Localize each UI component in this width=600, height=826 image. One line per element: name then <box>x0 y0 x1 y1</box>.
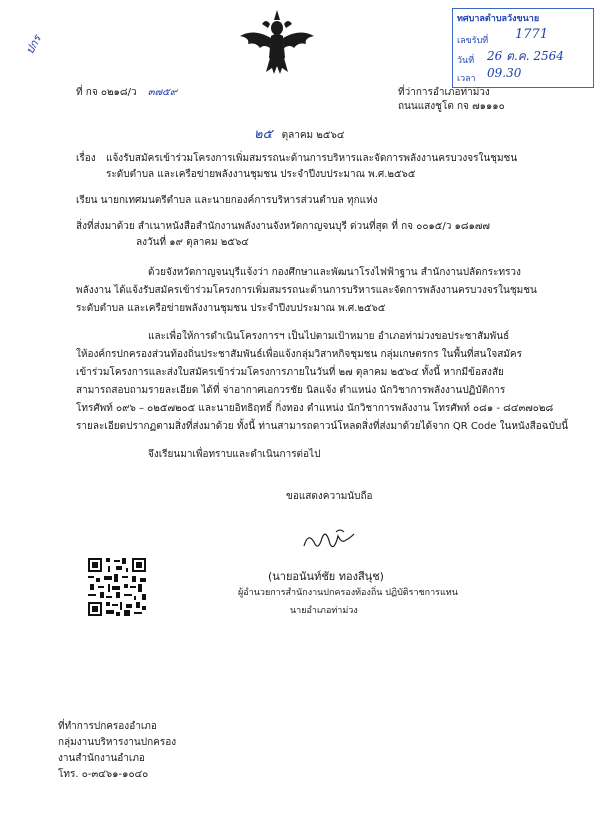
signer-position2: นายอำเภอท่าม่วง <box>290 606 358 616</box>
date-rest: ตุลาคม ๒๕๖๔ <box>281 130 345 141</box>
recipient: เรียน นายกเทศมนตรีตำบล และนายกองค์การบริหารส่วนตำบล ทุกแห่ง <box>76 195 378 206</box>
signer-position1: ผู้อำนวยการสำนักงานปกครองท้องถิ่น ปฏิบัติราชการแทน <box>238 588 458 598</box>
para1-line: ระดับตำบล และเครือข่ายพลังงานชุมชน ประจำปีงบประมาณ พ.ศ.๒๕๖๕ <box>76 303 386 314</box>
attachment-line1: สิ่งที่ส่งมาด้วย สำเนาหนังสือสำนักงานพลังงานจังหวัดกาญจนบุรี ด่วนที่สุด ที่ กจ ๐๐๑๕/ว ๑๘๑๗๗ <box>76 221 490 232</box>
footer-line: โทร. ๐-๓๔๖๑-๑๐๔๐ <box>58 769 149 780</box>
document-date <box>254 128 344 143</box>
doc-number-prefix: ที่ กจ ๐๒๑๘/ว <box>76 87 137 98</box>
para2-line: และเพื่อให้การดำเนินโครงการฯ เป็นไปตามเป้าหมาย อำเภอท่าม่วงขอประชาสัมพันธ์ <box>148 331 510 342</box>
date-day: ๒๕ <box>254 127 273 142</box>
stamp-date-value: 26 ต.ค. 2564 <box>487 49 564 63</box>
handwritten-signature <box>300 524 358 558</box>
stamp-recv-number: 1771 <box>515 27 549 42</box>
qr-code-icon[interactable] <box>86 556 148 618</box>
garuda-emblem-icon <box>236 6 318 76</box>
para2-line: โทรศัพท์ ๐๙๖ – ๐๒๕๗๒๐๕ และนายอิทธิฤทธิ์ กิ่งทอง ตำแหน่ง นักวิชาการพลังงาน โทรศัพท์ ๐๘๑ - ๘๔๓๗๐๒๘ <box>76 403 554 414</box>
stamp-time-label: เวลา <box>457 74 476 84</box>
margin-note <box>21 8 78 67</box>
office-line1: ที่ว่าการอำเภอท่าม่วง <box>398 87 490 98</box>
footer-line: กลุ่มงานบริหารงานปกครอง <box>58 737 177 748</box>
stamp-recv-label: เลขรับที่ <box>457 36 489 46</box>
subject-label: เรื่อง <box>76 153 96 164</box>
doc-number <box>76 86 177 100</box>
margin-note-text: ปกร <box>23 33 44 57</box>
subject-line1: แจ้งรับสมัครเข้าร่วมโครงการเพิ่มสมรรถนะด้านการบริหารและจัดการพลังงานครบวงจรในชุมชน <box>106 153 518 164</box>
attachment-line2: ลงวันที่ ๑๙ ตุลาคม ๒๕๖๔ <box>136 237 249 248</box>
stamp-org: ทศบาลตำบลวังขนาย <box>457 14 540 24</box>
footer-line: ที่ทำการปกครองอำเภอ <box>58 721 157 732</box>
stamp-date-label: วันที่ <box>457 56 475 66</box>
office-line2: ถนนแสงชูโต กจ ๗๑๑๑๐ <box>398 101 505 112</box>
para2-line: เข้าร่วมโครงการและส่งใบสมัครเข้าร่วมโครงการภายในวันที่ ๒๗ ตุลาคม ๒๕๖๔ ทั้งนี้ หากมีข้อสงสัย <box>76 367 504 378</box>
para1-line: ด้วยจังหวัดกาญจนบุรีแจ้งว่า กองศึกษาและพัฒนาโรงไฟฟ้าฐาน สำนักงานปลัดกระทรวง <box>148 267 521 278</box>
subject-line2: ระดับตำบล และเครือข่ายพลังงานชุมชน ประจำปีงบประมาณ พ.ศ.๒๕๖๕ <box>106 169 416 180</box>
para2-line: สามารถสอบถามรายละเอียด ได้ที่ จ่าอากาศเอกวรชัย นิลแจ้ง ตำแหน่ง นักวิชาการพลังงานปฏิบัติการ <box>76 385 506 396</box>
stamp-time-value: 09.30 <box>487 66 522 80</box>
para1-line: พลังงาน ได้แจ้งรับสมัครเข้าร่วมโครงการเพิ่มสมรรถนะด้านการบริหารและจัดการพลังงานครบวงจรในชุมชน <box>76 285 537 296</box>
respect-line: ขอแสดงความนับถือ <box>286 491 373 502</box>
closing-line: จึงเรียนมาเพื่อทราบและดำเนินการต่อไป <box>148 449 321 460</box>
para2-line: รายละเอียดปรากฏตามสิ่งที่ส่งมาด้วย ทั้งนี้ ท่านสามารถดาวน์โหลดสิ่งที่ส่งมาด้วยได้จาก QR Code ในหนังสือฉบับนี้ <box>76 421 569 432</box>
footer-line: งานสำนักงานอำเภอ <box>58 753 145 764</box>
para2-line: ให้องค์กรปกครองส่วนท้องถิ่นประชาสัมพันธ์เพื่อแจ้งกลุ่มวิสาหกิจชุมชน กลุ่มเกษตรกร ในพื้นที่สนใจสมัคร <box>76 349 522 360</box>
doc-number-hand: ๓๗๕๙ <box>147 87 178 98</box>
signer-name: (นายอนันท์ชัย ทองสีนุช) <box>268 570 384 583</box>
receiving-stamp <box>452 8 594 88</box>
